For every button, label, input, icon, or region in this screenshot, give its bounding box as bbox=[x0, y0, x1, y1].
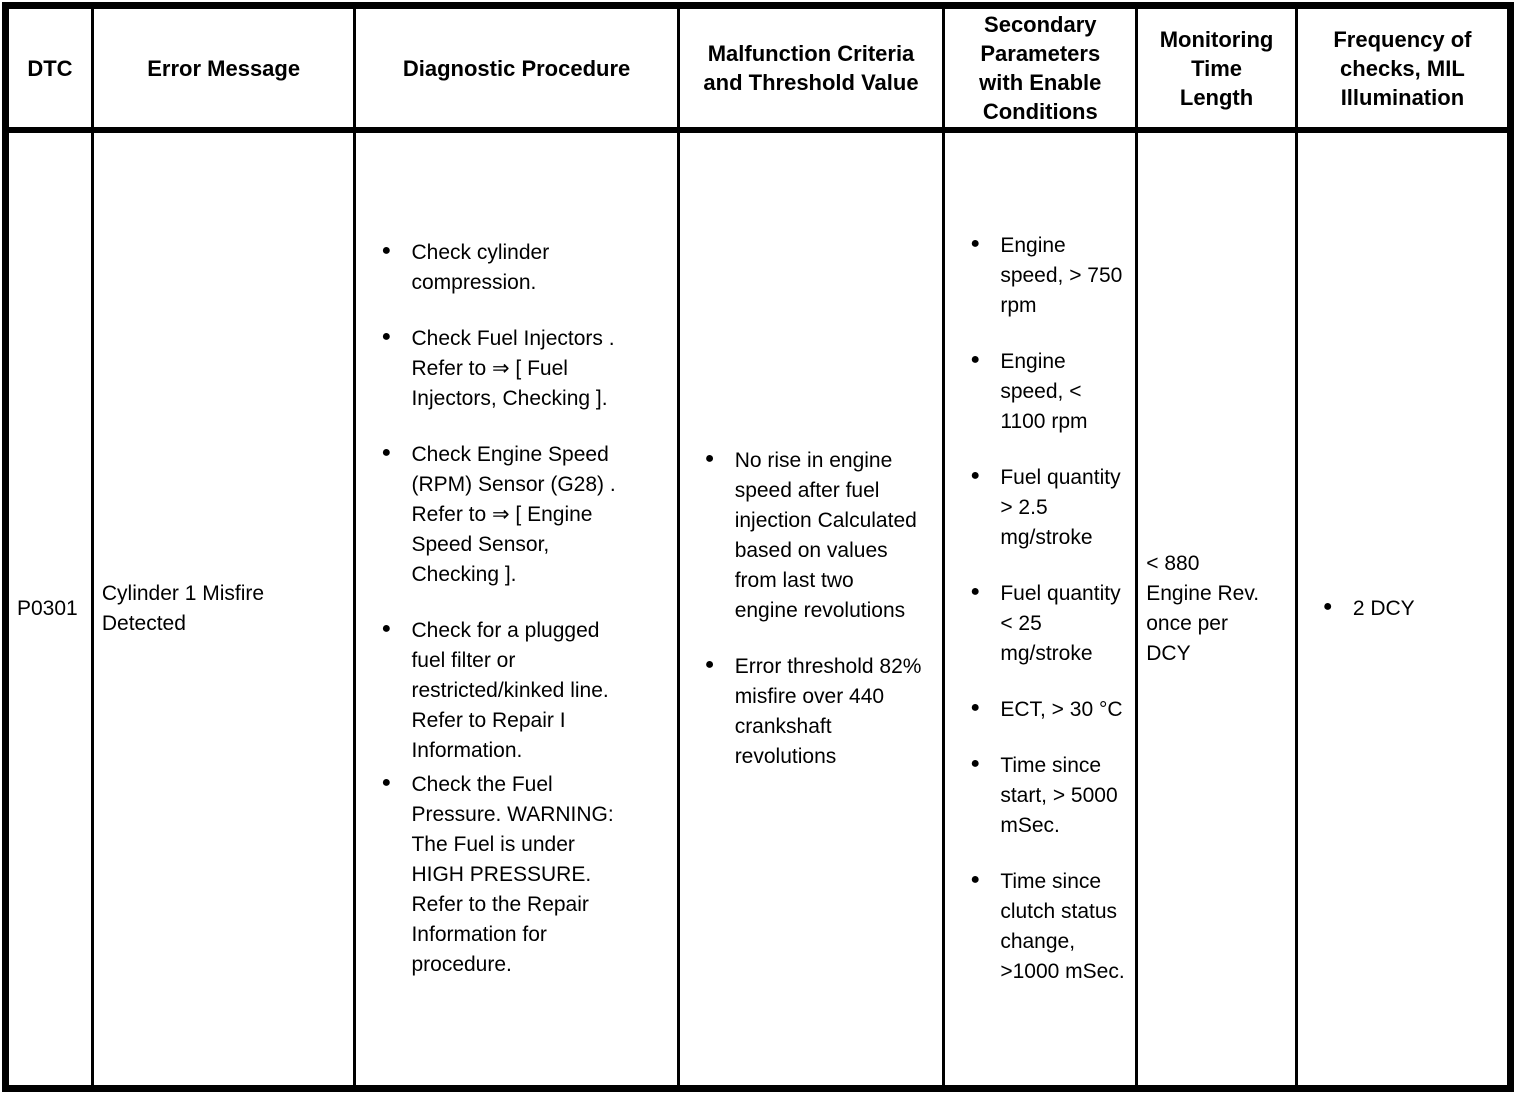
frequency-of-checks-cell bbox=[1296, 130, 1510, 1089]
bullet-item: ● No rise in engine speed after fuel injection Calculated based on values from last two engine revolutions bbox=[704, 446, 923, 626]
bullet-item: ● Fuel quantity < 25 mg/stroke bbox=[969, 579, 1127, 669]
bullet-item: ● Engine speed, > 750 rpm bbox=[969, 231, 1127, 321]
bullet-item: ● Check the Fuel Pressure. WARNING: The Fuel is under HIGH PRESSURE. Refer to the Repair Information for procedure. bbox=[380, 770, 631, 980]
table-header-row bbox=[6, 6, 1511, 131]
header-dtc: DTC bbox=[6, 6, 93, 131]
header-secondary-parameters: Secondary Parameters with Enable Conditions bbox=[944, 6, 1137, 131]
bullet-item: ● Check Engine Speed (RPM) Sensor (G28) . Refer to ⇒ [ Engine Speed Sensor, Checking ]. bbox=[380, 440, 631, 590]
table-row bbox=[6, 130, 1511, 1089]
malfunction-criteria-list bbox=[704, 446, 923, 772]
malfunction-criteria-cell bbox=[678, 130, 944, 1089]
bullet-item: ● Time since clutch status change, >1000 mSec. bbox=[969, 867, 1127, 987]
header-malfunction-criteria: Malfunction Criteria and Threshold Value bbox=[678, 6, 944, 131]
header-monitoring-time: Monitoring Time Length bbox=[1137, 6, 1297, 131]
monitoring-time-length: < 880 Engine Rev. once per DCY bbox=[1137, 130, 1297, 1089]
bullet-item: ● Engine speed, < 1100 rpm bbox=[969, 347, 1127, 437]
header-frequency-of-checks: Frequency of checks, MIL Illumination bbox=[1296, 6, 1510, 131]
bullet-item: ● 2 DCY bbox=[1322, 594, 1501, 624]
bullet-item: ● Check Fuel Injectors . Refer to ⇒ [ Fuel Injectors, Checking ]. bbox=[380, 324, 631, 414]
dtc-diagnostics-table bbox=[2, 2, 1514, 1092]
header-error-message: Error Message bbox=[92, 6, 355, 131]
diagnostic-procedure-cell bbox=[355, 130, 678, 1089]
header-diagnostic-procedure: Diagnostic Procedure bbox=[355, 6, 678, 131]
frequency-of-checks-list bbox=[1322, 594, 1501, 624]
bullet-item: ● Time since start, > 5000 mSec. bbox=[969, 751, 1127, 841]
diagnostic-procedure-list bbox=[380, 238, 631, 980]
bullet-item: ● Check cylinder compression. bbox=[380, 238, 631, 298]
dtc-code: P0301 bbox=[6, 130, 93, 1089]
error-message: Cylinder 1 Misfire Detected bbox=[92, 130, 355, 1089]
bullet-item: ● ECT, > 30 °C bbox=[969, 695, 1127, 725]
bullet-item: ● Check for a plugged fuel filter or restricted/kinked line. Refer to Repair I Information. bbox=[380, 616, 631, 766]
bullet-item: ● Fuel quantity > 2.5 mg/stroke bbox=[969, 463, 1127, 553]
secondary-parameters-cell bbox=[944, 130, 1137, 1089]
secondary-parameters-list bbox=[969, 231, 1127, 987]
bullet-item: ● Error threshold 82% misfire over 440 crankshaft revolutions bbox=[704, 652, 923, 772]
